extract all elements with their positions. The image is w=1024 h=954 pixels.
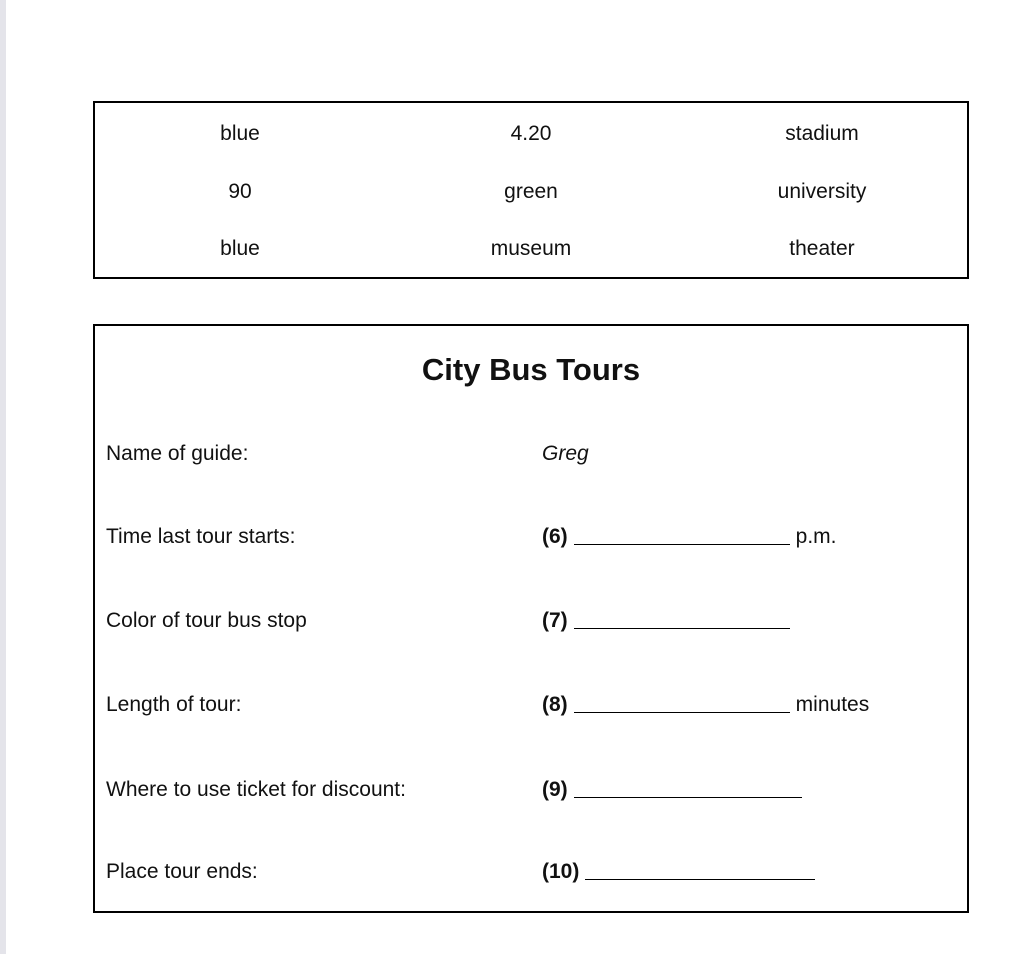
- answer-unit: minutes: [795, 693, 870, 716]
- answer-blank-7[interactable]: [574, 627, 790, 629]
- word-cell: university: [777, 180, 867, 203]
- answer-9: [542, 777, 802, 803]
- field-label-guide: Name of guide:: [106, 442, 249, 465]
- field-label-tour-length: Length of tour:: [106, 693, 242, 716]
- word-cell: green: [504, 180, 558, 203]
- answer-10: [542, 859, 815, 885]
- bus-tours-form: [93, 324, 969, 913]
- word-cell: theater: [789, 237, 855, 260]
- answer-blank-10[interactable]: [585, 878, 815, 880]
- guide-name-value: Greg: [542, 442, 589, 465]
- page-left-edge: [0, 0, 6, 954]
- word-cell: 4.20: [510, 122, 552, 145]
- answer-8: [542, 692, 869, 718]
- answer-blank-9[interactable]: [574, 796, 802, 798]
- answer-6: [542, 524, 837, 550]
- word-cell: 90: [228, 180, 252, 203]
- word-cell: museum: [490, 237, 572, 260]
- answer-blank-8[interactable]: [574, 711, 790, 713]
- word-list-box: [93, 101, 969, 279]
- question-number: (9): [542, 778, 568, 801]
- word-cell: blue: [220, 237, 260, 260]
- field-label-bus-stop-color: Color of tour bus stop: [106, 609, 307, 632]
- field-label-last-tour: Time last tour starts:: [106, 525, 296, 548]
- form-title: City Bus Tours: [421, 352, 641, 387]
- field-label-tour-end: Place tour ends:: [106, 860, 258, 883]
- answer-7: [542, 608, 790, 634]
- question-number: (7): [542, 609, 568, 632]
- field-value-guide: [542, 441, 589, 467]
- word-cell: stadium: [785, 122, 859, 145]
- question-number: (10): [542, 860, 580, 883]
- answer-unit: p.m.: [795, 525, 837, 548]
- question-number: (8): [542, 693, 568, 716]
- question-number: (6): [542, 525, 568, 548]
- field-label-discount: Where to use ticket for discount:: [106, 778, 406, 801]
- word-cell: blue: [220, 122, 260, 145]
- answer-blank-6[interactable]: [574, 543, 790, 545]
